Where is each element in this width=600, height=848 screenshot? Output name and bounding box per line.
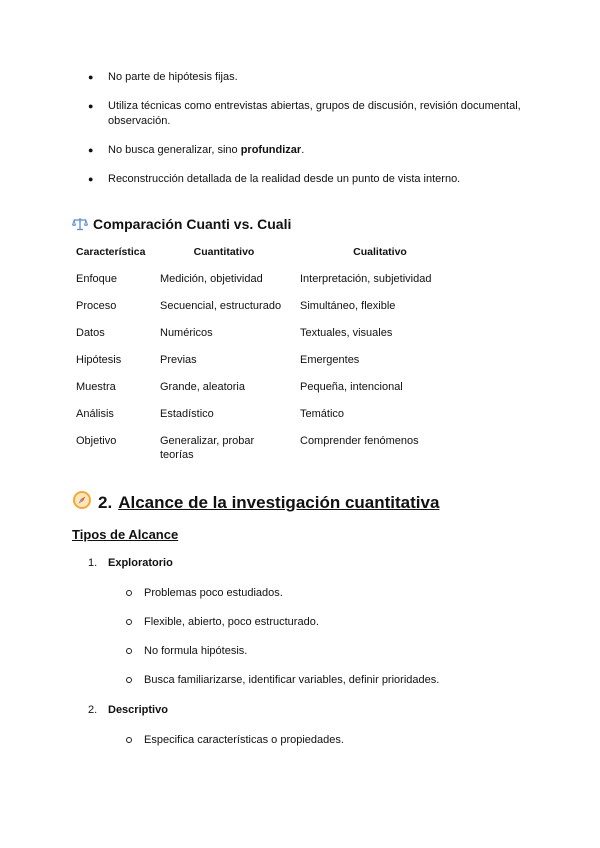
hollow-bullet-icon (126, 619, 132, 625)
table-row (70, 294, 466, 321)
table-cell: Numéricos (160, 327, 213, 339)
column-header: Cualitativo (353, 246, 407, 258)
table-cell: Secuencial, estructurado (160, 300, 282, 312)
table-cell: Comprender fenómenos (300, 435, 419, 447)
compass-icon (72, 490, 92, 515)
table-cell: Temático (300, 408, 345, 420)
hollow-bullet-icon (126, 677, 132, 683)
list-item: Especifica características o propiedades. (126, 734, 344, 746)
hollow-bullet-icon (126, 648, 132, 654)
table-row (70, 429, 466, 470)
column-header: Cuantitativo (193, 246, 255, 258)
bullet-list (88, 70, 538, 201)
comparison-title: Comparación Cuanti vs. Cuali (93, 216, 292, 232)
table-cell: Grande, aleatoria (160, 381, 245, 393)
table-cell: Previas (160, 354, 197, 366)
list-item: No formula hipótesis. (126, 645, 247, 657)
comparison-table (70, 242, 466, 470)
table-cell: Medición, objetividad (160, 273, 263, 285)
subsection-title: Tipos de Alcance (72, 527, 179, 542)
table-cell: Hipótesis (76, 354, 122, 366)
table-cell: Datos (76, 327, 105, 339)
scales-icon (72, 217, 88, 231)
table-cell: Pequeña, intencional (300, 381, 403, 393)
table-cell: Análisis (76, 408, 114, 420)
bold-text: profundizar (240, 144, 302, 156)
table-row (70, 402, 466, 429)
hollow-bullet-icon (126, 590, 132, 596)
list-item: Busca familiarizarse, identificar variables, definir prioridades. (126, 674, 439, 686)
table-cell: Estadístico (160, 408, 214, 420)
table-cell: Interpretación, subjetividad (300, 273, 432, 285)
table-cell: Objetivo (76, 435, 117, 447)
table-row (70, 375, 466, 402)
list-item: Flexible, abierto, poco estructurado. (126, 616, 319, 628)
column-header: Característica (76, 246, 146, 258)
table-cell: Muestra (76, 381, 116, 393)
list-item: 2. Descriptivo (88, 704, 168, 716)
table-row (70, 348, 466, 375)
table-row (70, 321, 466, 348)
table-cell: Proceso (76, 300, 117, 312)
comparison-heading (72, 216, 291, 232)
list-item: ● No busca generalizar, sino profundizar. (88, 143, 538, 158)
table-header-row (70, 242, 466, 267)
table-cell: Generalizar, probar teorías (160, 435, 255, 461)
list-item: ● No parte de hipótesis fijas. (88, 70, 538, 85)
section-number: 2. (98, 492, 113, 512)
table-cell: Emergentes (300, 354, 360, 366)
table-cell: Textuales, visuales (300, 327, 393, 339)
list-item: ● Reconstrucción detallada de la realidad desde un punto de vista interno. (88, 172, 538, 187)
hollow-bullet-icon (126, 737, 132, 743)
list-item: ● Utiliza técnicas como entrevistas abiertas, grupos de discusión, revisión documental, observación. (88, 99, 538, 129)
table-cell: Enfoque (76, 273, 117, 285)
section-heading (72, 490, 439, 515)
list-item: 1. Exploratorio (88, 557, 173, 569)
table-row (70, 267, 466, 294)
section-title: Alcance de la investigación cuantitativa (118, 492, 440, 512)
table-cell: Simultáneo, flexible (300, 300, 396, 312)
list-item: Problemas poco estudiados. (126, 587, 283, 599)
